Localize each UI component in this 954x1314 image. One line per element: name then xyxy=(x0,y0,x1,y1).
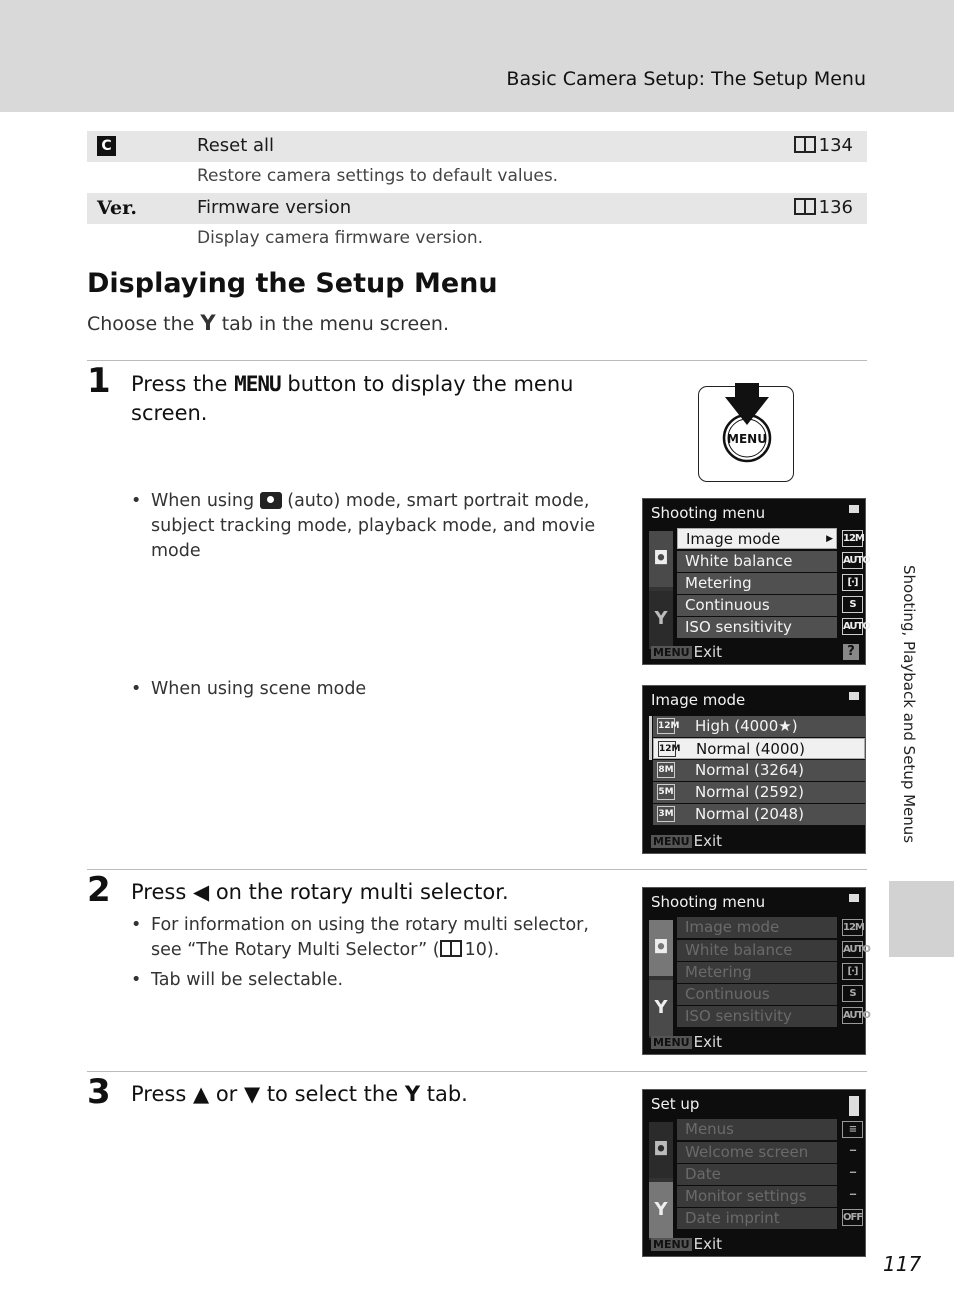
bullet-item: • When using (auto) mode, smart portrait mode, subject tracking mode, playback mode, and movie mode xyxy=(131,491,596,561)
screen-title: Set up xyxy=(651,1095,700,1113)
version-icon: Ver. xyxy=(97,197,137,219)
lcd-shooting-menu xyxy=(642,498,870,665)
table-row-desc xyxy=(87,224,867,255)
menu-button-icon: MENU xyxy=(234,372,281,396)
menu-button-illustration xyxy=(698,386,794,482)
bullet-item: • For information on using the rotary multi selector, see “The Rotary Multi Selector” ( 10). xyxy=(131,915,589,960)
help-icon: ? xyxy=(843,644,859,660)
screen-title: Shooting menu xyxy=(651,893,766,911)
single-shot-icon: S xyxy=(842,985,863,1002)
monitor-settings-icon: -- xyxy=(849,1189,856,1200)
menu-item[interactable]: Continuous xyxy=(677,595,837,616)
image-mode-item[interactable]: 12M Normal (4000) xyxy=(653,738,865,759)
menu-item[interactable]: Metering xyxy=(677,573,837,594)
menu-item[interactable]: Date imprint xyxy=(677,1208,837,1229)
screen-footer: MENU Exit xyxy=(653,832,723,850)
menu-item[interactable]: Continuous xyxy=(677,984,837,1005)
bullet-item: • Tab will be selectable. xyxy=(131,970,344,990)
header-title: Basic Camera Setup: The Setup Menu xyxy=(506,68,866,90)
battery-icon xyxy=(849,505,859,513)
wrench-icon: Y xyxy=(404,1082,421,1106)
wrench-icon: Y xyxy=(200,311,216,335)
image-size-icon: 12M xyxy=(842,530,863,547)
menus-icon: ≡ xyxy=(842,1121,863,1138)
lcd-setup-menu xyxy=(642,1089,866,1257)
battery-icon xyxy=(849,894,859,902)
image-mode-item[interactable]: 12M High (4000★) xyxy=(653,716,865,737)
side-chapter-label: Shooting, Playback and Setup Menus xyxy=(900,565,918,844)
menu-item[interactable]: Image mode xyxy=(677,917,837,938)
divider xyxy=(87,1071,867,1072)
step-title: Press ▲ or ▼ to select the Y tab. xyxy=(131,1082,468,1106)
side-chapter-tab xyxy=(889,881,954,957)
book-icon xyxy=(794,198,816,215)
auto-icon: AUTO xyxy=(842,941,863,958)
date-icon: -- xyxy=(849,1167,856,1178)
wrench-tab-icon[interactable]: Y xyxy=(649,591,673,647)
table-description: Restore camera settings to default values. xyxy=(197,166,559,186)
divider xyxy=(87,869,867,870)
camera-tab-icon[interactable]: ◘ xyxy=(649,1122,673,1178)
step-number: 3 xyxy=(87,1072,111,1112)
press-menu-icon xyxy=(699,387,795,483)
table-label: Firmware version xyxy=(197,197,352,218)
image-mode-item[interactable]: 3M Normal (2048) xyxy=(653,804,865,825)
camera-tab-icon[interactable]: ◘ xyxy=(649,920,673,976)
lcd-image-mode xyxy=(642,685,866,854)
table-row-desc xyxy=(87,162,867,193)
metering-icon: [·] xyxy=(842,963,863,980)
auto-icon: AUTO xyxy=(842,1007,863,1024)
menu-item[interactable]: Welcome screen xyxy=(677,1142,837,1163)
lcd-shooting-menu-tab xyxy=(642,887,870,1055)
image-size-icon: 12M xyxy=(842,919,863,936)
table-label: Reset all xyxy=(197,135,275,156)
menu-item[interactable]: White balance xyxy=(677,551,837,572)
screen-footer: MENU Exit xyxy=(653,643,723,661)
screen-title: Shooting menu xyxy=(651,504,766,522)
menu-item[interactable]: ISO sensitivity xyxy=(677,1006,837,1027)
tab-column xyxy=(649,1122,673,1240)
page-reference[interactable]: 136 xyxy=(794,197,853,218)
table-row-firmware xyxy=(87,193,867,224)
menu-tag-icon: MENU xyxy=(653,1036,690,1049)
reset-icon: C xyxy=(97,136,116,156)
menu-item[interactable]: Date xyxy=(677,1164,837,1185)
step-title: Press ◀ on the rotary multi selector. xyxy=(131,880,509,904)
up-arrow-icon: ▲ xyxy=(192,1082,210,1106)
step-number: 1 xyxy=(87,361,111,401)
menu-item[interactable]: Menus xyxy=(677,1119,837,1140)
menu-tag-icon: MENU xyxy=(653,835,690,848)
bullet-item: • When using scene mode xyxy=(131,679,367,699)
scroll-bar xyxy=(649,716,652,760)
page-header xyxy=(0,0,954,112)
down-arrow-icon: ▼ xyxy=(243,1082,261,1106)
auto-icon: AUTO xyxy=(842,618,863,635)
section-intro: Choose the Y tab in the menu screen. xyxy=(87,311,449,335)
table-row-reset-all xyxy=(87,131,867,162)
tab-column xyxy=(649,920,673,1038)
menu-item[interactable]: ISO sensitivity xyxy=(677,617,837,638)
menu-tag-icon: MENU xyxy=(653,646,690,659)
step-number: 2 xyxy=(87,870,111,910)
menu-item[interactable]: Monitor settings xyxy=(677,1186,837,1207)
image-mode-item[interactable]: 8M Normal (3264) xyxy=(653,760,865,781)
menu-item[interactable]: White balance xyxy=(677,940,837,961)
page-number: 117 xyxy=(883,1252,922,1276)
metering-icon: [·] xyxy=(842,574,863,591)
screen-footer: MENU Exit xyxy=(653,1033,723,1051)
left-arrow-icon: ◀ xyxy=(192,880,210,904)
single-shot-icon: S xyxy=(842,596,863,613)
battery-icon xyxy=(849,692,859,700)
page-reference[interactable]: 134 xyxy=(794,135,853,156)
camera-icon xyxy=(260,492,282,509)
section-heading: Displaying the Setup Menu xyxy=(87,268,498,299)
book-icon xyxy=(794,136,816,153)
menu-tag-icon: MENU xyxy=(653,1238,690,1251)
step-title: Press the MENU button to display the menu screen. xyxy=(131,372,574,425)
wrench-tab-icon[interactable]: Y xyxy=(649,980,673,1036)
tab-column xyxy=(649,531,673,649)
auto-icon: AUTO xyxy=(842,552,863,569)
menu-item[interactable]: Metering xyxy=(677,962,837,983)
svg-text:MENU: MENU xyxy=(727,432,767,446)
wrench-tab-icon[interactable]: Y xyxy=(649,1182,673,1238)
welcome-screen-icon: -- xyxy=(849,1145,856,1156)
book-icon xyxy=(440,940,462,957)
screen-title: Image mode xyxy=(651,691,746,709)
menu-item[interactable]: Image mode ▶ xyxy=(677,528,837,549)
image-mode-item[interactable]: 5M Normal (2592) xyxy=(653,782,865,803)
camera-tab-icon[interactable]: ◘ xyxy=(649,531,673,587)
date-imprint-icon: OFF xyxy=(842,1209,863,1226)
screen-footer: MENU Exit xyxy=(653,1235,723,1253)
table-description: Display camera firmware version. xyxy=(197,228,484,248)
scroll-indicator-icon xyxy=(849,1096,859,1116)
divider xyxy=(87,360,867,361)
